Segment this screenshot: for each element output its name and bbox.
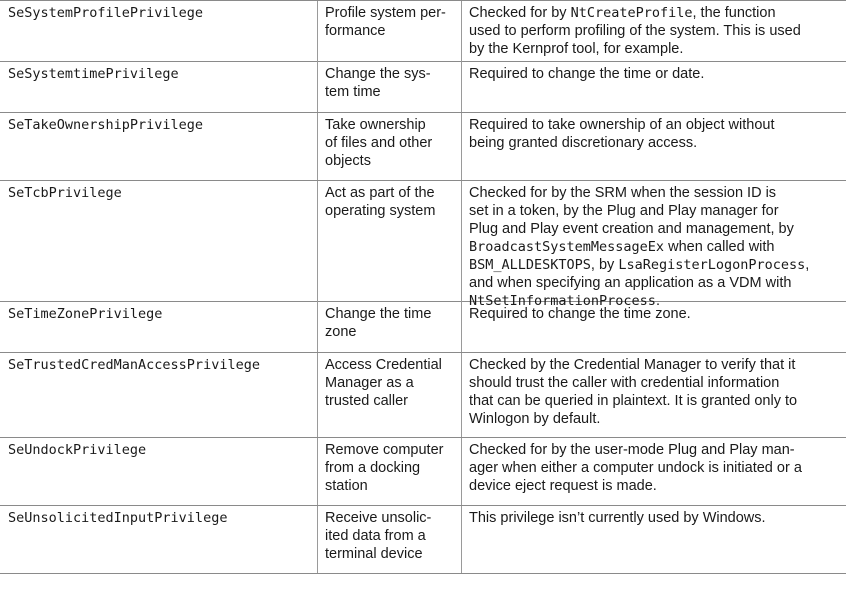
- user-right: [318, 62, 462, 112]
- description: [462, 438, 846, 505]
- description-line: [469, 356, 840, 374]
- description-text: should trust the caller with credential information: [469, 375, 780, 391]
- description-line: [469, 509, 840, 527]
- code-identifier: NtCreateProfile: [570, 5, 693, 21]
- code-identifier: BroadcastSystemMessageEx: [469, 239, 665, 255]
- description-text: being granted discretionary access.: [469, 135, 698, 151]
- table-row: [0, 181, 846, 309]
- description-line: [469, 184, 840, 202]
- code-identifier: LsaRegisterLogonProcess: [618, 257, 806, 273]
- description-line: [469, 22, 840, 40]
- user-right-line: station: [325, 478, 368, 494]
- user-right-line: Act as part of the: [325, 185, 435, 201]
- description-line: [469, 256, 840, 274]
- description-text: , by: [590, 257, 619, 273]
- description-text: Plug and Play event creation and management, by: [469, 221, 794, 237]
- description-line: [469, 441, 840, 459]
- user-right-line: Manager as a: [325, 375, 414, 391]
- description-text: ager when either a computer undock is initiated or a: [469, 460, 802, 476]
- user-right-line: of files and other: [325, 135, 433, 151]
- table-row: [0, 113, 846, 181]
- user-right-line: Remove computer: [325, 442, 444, 458]
- user-right: [318, 506, 462, 573]
- description-text: This privilege isn’t currently used by Windows.: [469, 510, 766, 526]
- user-right-line: ited data from a: [325, 528, 426, 544]
- code-identifier: BSM_ALLDESKTOPS: [469, 257, 591, 273]
- description-text: used to perform profiling of the system. This is used: [469, 23, 801, 39]
- user-right-line: tem time: [325, 84, 381, 100]
- description-line: [469, 238, 840, 256]
- privilege-name: SeTakeOwnershipPrivilege: [0, 113, 318, 180]
- user-right: [318, 181, 462, 314]
- description-text: Checked for by: [469, 5, 571, 21]
- description-line: [469, 4, 840, 22]
- description-text: Required to change the time zone.: [469, 306, 691, 322]
- description-line: [469, 220, 840, 238]
- description-line: [469, 202, 840, 220]
- user-right-line: formance: [325, 23, 386, 39]
- description-text: Required to take ownership of an object without: [469, 117, 775, 133]
- user-right-line: trusted caller: [325, 393, 409, 409]
- privilege-name: SeTcbPrivilege: [0, 181, 318, 314]
- description: [462, 181, 846, 314]
- description: [462, 1, 846, 62]
- privilege-name: SeUndockPrivilege: [0, 438, 318, 505]
- user-right-line: terminal device: [325, 546, 423, 562]
- code-identifier: NtSetInformationProcess: [469, 293, 656, 309]
- description-text: Required to change the time or date.: [469, 66, 705, 82]
- description: [462, 113, 846, 180]
- table-row: [0, 353, 846, 438]
- user-right-line: zone: [325, 324, 357, 340]
- description-text: Checked by the Credential Manager to verify that it: [469, 357, 796, 373]
- user-right-line: from a docking: [325, 460, 421, 476]
- description: [462, 353, 846, 437]
- description-line: [469, 305, 840, 323]
- user-right-line: operating system: [325, 203, 436, 219]
- description-text: Winlogon by default.: [469, 411, 601, 427]
- description-line: [469, 116, 840, 134]
- description-line: [469, 477, 840, 495]
- description-line: [469, 40, 840, 58]
- description-line: [469, 65, 840, 83]
- description-line: [469, 410, 840, 428]
- description: [462, 506, 846, 573]
- user-right-line: Take ownership: [325, 117, 426, 133]
- description-text: Checked for by the SRM when the session ID is: [469, 185, 777, 201]
- description-text: Checked for by the user-mode Plug and Play man-: [469, 442, 795, 458]
- user-right-line: Change the time: [325, 306, 432, 322]
- privilege-name: SeTrustedCredManAccessPrivilege: [0, 353, 318, 437]
- privilege-name: SeTimeZonePrivilege: [0, 302, 318, 352]
- description-text: , the function: [692, 5, 776, 21]
- description-text: device eject request is made.: [469, 478, 657, 494]
- description-text: set in a token, by the Plug and Play manager for: [469, 203, 779, 219]
- privilege-name: SeSystemProfilePrivilege: [0, 1, 318, 62]
- description-line: [469, 134, 840, 152]
- description-text: that can be queried in plaintext. It is granted only to: [469, 393, 798, 409]
- description-line: [469, 274, 840, 292]
- user-right: [318, 113, 462, 180]
- user-right-line: Profile system per-: [325, 5, 446, 21]
- description-line: [469, 459, 840, 477]
- description-line: [469, 392, 840, 410]
- privilege-name: SeUnsolicitedInputPrivilege: [0, 506, 318, 573]
- user-right: [318, 353, 462, 437]
- description-text: ,: [805, 257, 810, 273]
- description-text: when called with: [664, 239, 775, 255]
- description-text: and when specifying an application as a VDM with: [469, 275, 792, 291]
- table-row: [0, 62, 846, 113]
- user-right-line: objects: [325, 153, 371, 169]
- user-right: [318, 302, 462, 352]
- privilege-name: SeSystemtimePrivilege: [0, 62, 318, 112]
- description: [462, 302, 846, 352]
- description-text: .: [655, 293, 660, 309]
- table-row: [0, 0, 846, 62]
- table-row: [0, 506, 846, 574]
- user-right-line: Change the sys-: [325, 66, 431, 82]
- user-right-line: Access Credential: [325, 357, 442, 373]
- description-line: [469, 374, 840, 392]
- user-right: [318, 438, 462, 505]
- user-right: [318, 1, 462, 62]
- description: [462, 62, 846, 112]
- description-text: by the Kernprof tool, for example.: [469, 41, 684, 57]
- table-row: [0, 438, 846, 506]
- user-right-line: Receive unsolic-: [325, 510, 432, 526]
- table-row: [0, 302, 846, 353]
